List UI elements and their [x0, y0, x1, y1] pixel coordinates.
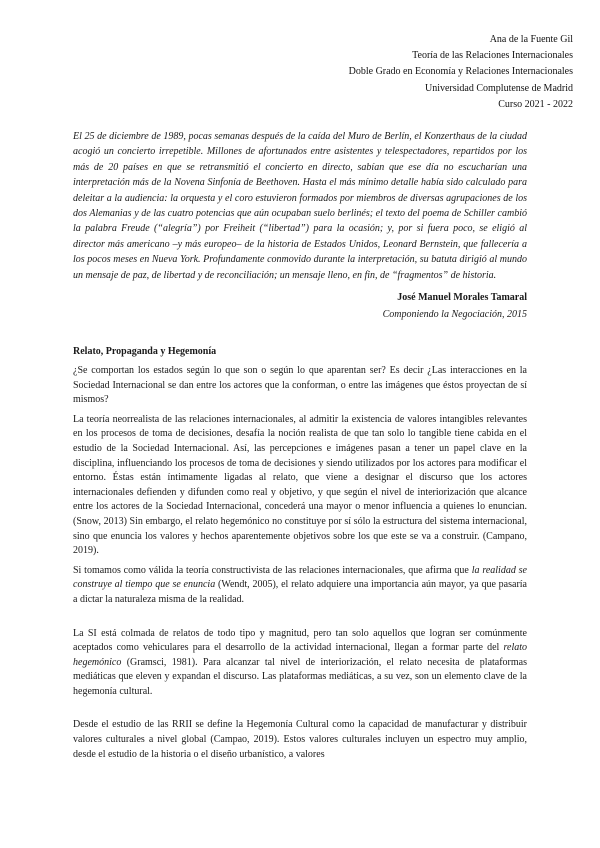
paragraph-1: ¿Se comportan los estados según lo que son o según lo que aparentan ser? Es decir ¿Las interacciones en la Sociedad Internacional se dan entre los actores que la conforman, o entre las imágenes que éstos proyectan de sí mismos?	[73, 365, 527, 406]
section-heading: Relato, Propaganda y Hegemonía	[73, 346, 217, 357]
paragraph-4-emphasis: relato hegemónico	[73, 642, 527, 668]
paragraph-4-text-a: La SI está colmada de relatos de todo tipo y magnitud, pero tan solo aquellos que logran ser comúnmente aceptados como vehiculares para el desarrollo de la actividad internacional, llegan a formar parte del	[73, 627, 527, 654]
paragraph-3-text-a: Si tomamos como válida la teoría constructivista de las relaciones internacionales, que afirma que	[73, 564, 472, 576]
quote-author: José Manuel Morales Tamaral	[397, 292, 527, 303]
author-name: Ana de la Fuente Gil	[489, 34, 573, 45]
academic-year: Curso 2021 - 2022	[498, 98, 573, 110]
university-name: Universidad Complutense de Madrid	[424, 82, 573, 94]
paragraph-4-text-b: (Gramsci, 1981). Para alcanzar tal nivel de interiorización, el relato necesita de plataformas mediáticas que eleven y expandan el discurso. Las plataformas mediáticas, a su vez, son un elemento clave de la hegemonía cultural.	[73, 656, 527, 697]
paragraph-4	[73, 627, 527, 700]
paragraph-5: Desde el estudio de las RRII se define la Hegemonía Cultural como la capacidad de manufacturar y distribuir valores culturales a nivel global (Campao, 2019). Estos valores culturales incluyen un espectro muy amplio, desde el estudio de la historia o el diseño urbanístico, a valores	[73, 719, 527, 760]
course-name: Teoría de las Relaciones Internacionales	[412, 50, 573, 62]
epigraph-quote: El 25 de diciembre de 1989, pocas semanas después de la caída del Muro de Berlín, el Konzerthaus de la ciudad acogió un concierto irrepetible. Millones de afortunados entre asistentes y telespectadores, repartidos por los más de 20 países en que se retransmitió el concierto en directo, sabían que ese día no escucharían una interpretación más de la Novena Sinfonía de Beethoven. Hasta el más mínimo detalle había sido calculado para deleitar a la audiencia: la orquesta y el coro estuvieron formados por miembros de diversas agrupaciones de los dos Alemanias y de las cuatro potencias que aún ocupaban suelo berlinés; el texto del poema de Schiller cambió la palabra Freude (“alegría”) por Freiheit (“libertad”) para la ocasión; y, por si fuera poco, se eligió al director más americano –y más europeo– de la historia de Estados Unidos, Leonard Bernstein, que fallecería a los pocos meses en Nueva York. Profundamente conmovido durante la interpretación, su batuta dirigió al mundo un mensaje de paz, de libertad y de reconciliación; un mensaje lleno, en fin, de “fragmentos” de historia.	[73, 131, 527, 281]
paragraph-3-emphasis: la realidad se construye al tiempo que se enuncia	[73, 564, 527, 591]
paragraph-3	[73, 564, 527, 608]
document-header	[349, 32, 573, 113]
paragraph-3-text-b: (Wendt, 2005), el relato adquiere una importancia aún mayor, ya que pasaría a dictar la naturaleza misma de la realidad.	[73, 579, 527, 605]
paragraph-2: La teoría neorrealista de las relaciones internacionales, al admitir la existencia de valores intangibles relevantes en los procesos de toma de decisiones, desafía la noción realista de que tan solo lo tangible tiene cabida en el estudio de la Sociedad Internacional. Así, las percepciones e imágenes pasan a tener un papel clave en la disciplina, influenciando los procesos de toma de decisiones y siendo utilizados por los actores para modificar el entorno. Éstas están íntimamente ligadas al relato, que viene a designar el discurso que los actores internacionales defienden y difunden como real y objetivo, y que según el nivel de interiorización que alcance entre los actores de la Sociedad Internacional, concederá una mayor o menor influencia a quienes lo enuncian. (Snow, 2013) Sin embargo, el relato hegemónico no constituye por sí sólo la estructura del sistema internacional, sino que enuncia los valores y hechos aparentemente objetivos sobre los que este se va a construir. (Campano, 2019).	[73, 413, 527, 557]
degree-name: Doble Grado en Economía y Relaciones Internacionales	[348, 66, 573, 78]
quote-source: Componiendo la Negociación, 2015	[382, 309, 527, 320]
main-section	[73, 345, 527, 767]
